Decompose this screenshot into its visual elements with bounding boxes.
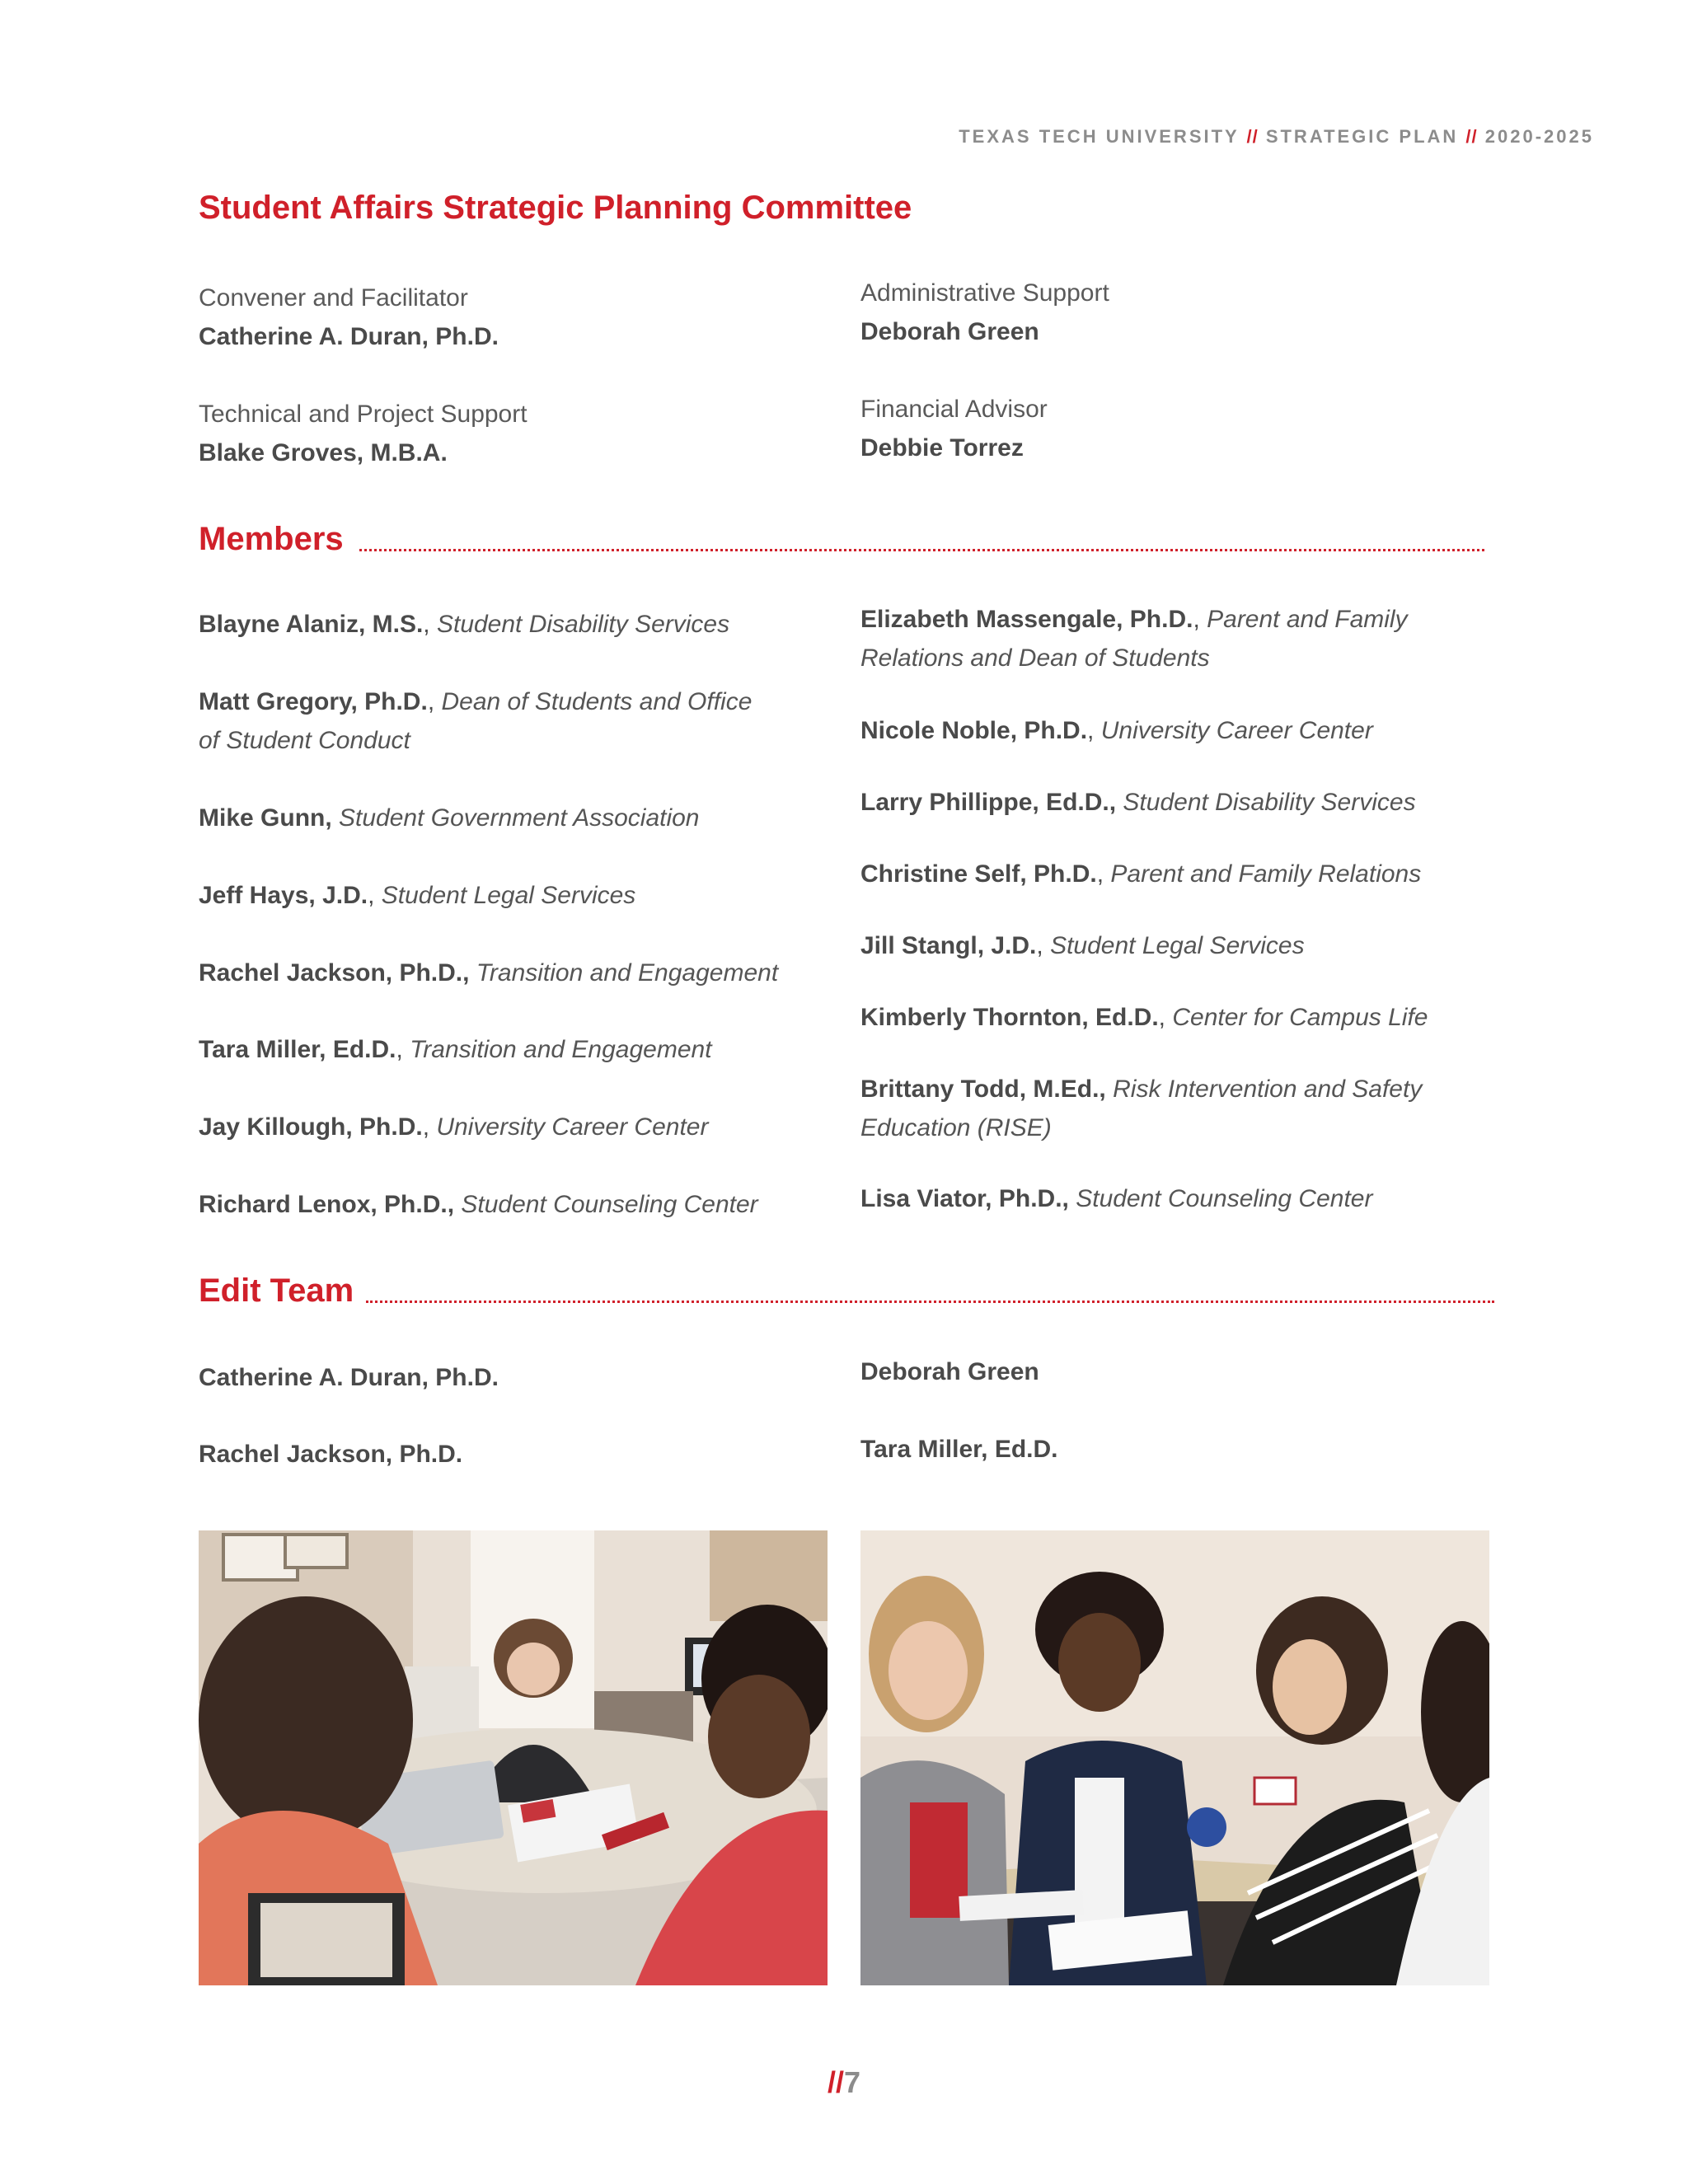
member-separator — [332, 804, 339, 832]
member-separator: , — [1193, 606, 1207, 633]
member-separator: , — [423, 611, 437, 638]
member-name: Nicole Noble, Ph.D. — [860, 717, 1088, 744]
member-department: Dean of Students and Office — [441, 688, 753, 715]
member-department: University Career Center — [436, 1113, 709, 1141]
member-entry — [199, 876, 825, 915]
member-name: Christine Self, Ph.D. — [860, 860, 1097, 888]
member-name: Matt Gregory, Ph.D. — [199, 688, 428, 715]
members-section-heading — [199, 514, 1484, 564]
role-person: Debbie Torrez — [860, 434, 1024, 462]
member-department: Student Counseling Center — [1076, 1185, 1373, 1212]
member-name: Larry Phillippe, Ed.D., — [860, 789, 1117, 816]
member-department: Student Legal Services — [1050, 932, 1305, 959]
edit-team-heading: Edit Team — [199, 1272, 354, 1309]
role-person: Catherine A. Duran, Ph.D. — [199, 323, 499, 350]
running-header — [824, 126, 1594, 148]
member-entry — [199, 1108, 825, 1146]
member-department: Student Legal Services — [381, 882, 636, 909]
member-department: Student Counseling Center — [461, 1191, 758, 1218]
member-department: Parent and Family Relations — [1110, 860, 1422, 888]
member-name: Kimberly Thornton, Ed.D. — [860, 1004, 1159, 1031]
member-entry — [860, 711, 1487, 750]
member-name: Lisa Viator, Ph.D., — [860, 1185, 1069, 1212]
role-block — [199, 279, 809, 356]
member-department: Transition and Engagement — [476, 959, 779, 987]
member-separator — [469, 959, 476, 987]
member-department: Transition and Engagement — [410, 1036, 712, 1063]
member-department: Parent and Family — [1207, 606, 1408, 633]
header-plan: STRATEGIC PLAN — [1265, 126, 1459, 147]
member-entry — [860, 783, 1487, 822]
member-entry — [199, 1030, 825, 1069]
member-department-continued: Relations and Dean of Students — [860, 644, 1210, 672]
member-separator: , — [427, 688, 442, 715]
header-years: 2020-2025 — [1484, 126, 1594, 147]
page-number — [0, 2065, 1688, 2100]
role-block — [199, 395, 809, 472]
edit-team-member: Deborah Green — [860, 1358, 1039, 1385]
role-person: Blake Groves, M.B.A. — [199, 439, 448, 466]
member-name: Richard Lenox, Ph.D., — [199, 1191, 455, 1218]
member-department: Student Disability Services — [1123, 789, 1416, 816]
role-title: Technical and Project Support — [199, 401, 528, 428]
member-entry — [199, 682, 825, 760]
member-entry — [199, 799, 825, 837]
members-heading: Members — [199, 521, 344, 557]
member-department: Student Disability Services — [436, 611, 730, 638]
member-separator: , — [422, 1113, 437, 1141]
member-name: Jeff Hays, J.D. — [199, 882, 368, 909]
dotted-leader — [366, 1301, 1494, 1303]
edit-team-member: Rachel Jackson, Ph.D. — [199, 1441, 463, 1468]
page-number-separator: // — [827, 2065, 844, 2099]
member-name: Elizabeth Massengale, Ph.D. — [860, 606, 1193, 633]
member-name: Jay Killough, Ph.D. — [199, 1113, 423, 1141]
edit-team-member: Tara Miller, Ed.D. — [860, 1436, 1058, 1463]
page-number-value: 7 — [843, 2065, 861, 2099]
member-entry — [860, 600, 1487, 677]
member-department-continued: Education (RISE) — [860, 1114, 1052, 1141]
member-name: Mike Gunn, — [199, 804, 332, 832]
member-department-continued: of Student Conduct — [199, 727, 410, 754]
header-university: TEXAS TECH UNIVERSITY — [959, 126, 1240, 147]
member-separator — [1106, 1076, 1113, 1103]
member-separator: , — [1087, 717, 1101, 744]
member-separator: , — [1158, 1004, 1173, 1031]
member-entry — [199, 605, 825, 644]
edit-team-section-heading — [199, 1266, 1494, 1315]
member-department: Student Government Association — [339, 804, 700, 832]
role-title: Convener and Facilitator — [199, 284, 468, 312]
member-entry — [860, 926, 1487, 965]
role-block — [860, 274, 1470, 351]
member-name: Rachel Jackson, Ph.D., — [199, 959, 470, 987]
member-entry — [860, 1179, 1487, 1218]
role-block — [860, 390, 1470, 467]
header-separator: // — [1465, 126, 1478, 147]
member-separator: , — [368, 882, 382, 909]
header-separator: // — [1246, 126, 1259, 147]
page-title: Student Affairs Strategic Planning Committee — [199, 190, 912, 226]
office-meeting-photo — [199, 1530, 828, 1985]
edit-team-member: Catherine A. Duran, Ph.D. — [199, 1364, 499, 1391]
member-department: Risk Intervention and Safety — [1113, 1076, 1423, 1103]
office-meeting-illustration — [199, 1530, 828, 1985]
member-name: Blayne Alaniz, M.S. — [199, 611, 424, 638]
member-department: Center for Campus Life — [1172, 1004, 1428, 1031]
member-entry — [860, 998, 1487, 1037]
member-separator: , — [1036, 932, 1051, 959]
member-entry — [860, 855, 1487, 893]
classroom-illustration — [860, 1530, 1489, 1985]
member-separator — [1069, 1185, 1076, 1212]
member-department: University Career Center — [1100, 717, 1373, 744]
member-name: Brittany Todd, M.Ed., — [860, 1076, 1106, 1103]
member-separator: , — [396, 1036, 410, 1063]
member-entry — [199, 954, 825, 992]
role-person: Deborah Green — [860, 318, 1039, 345]
member-separator: , — [1096, 860, 1111, 888]
role-title: Financial Advisor — [860, 396, 1048, 423]
member-name: Jill Stangl, J.D. — [860, 932, 1037, 959]
member-entry — [199, 1185, 825, 1224]
dotted-leader — [359, 549, 1484, 551]
classroom-students-photo — [860, 1530, 1489, 1985]
member-entry — [860, 1070, 1487, 1147]
member-name: Tara Miller, Ed.D. — [199, 1036, 396, 1063]
role-title: Administrative Support — [860, 279, 1109, 307]
